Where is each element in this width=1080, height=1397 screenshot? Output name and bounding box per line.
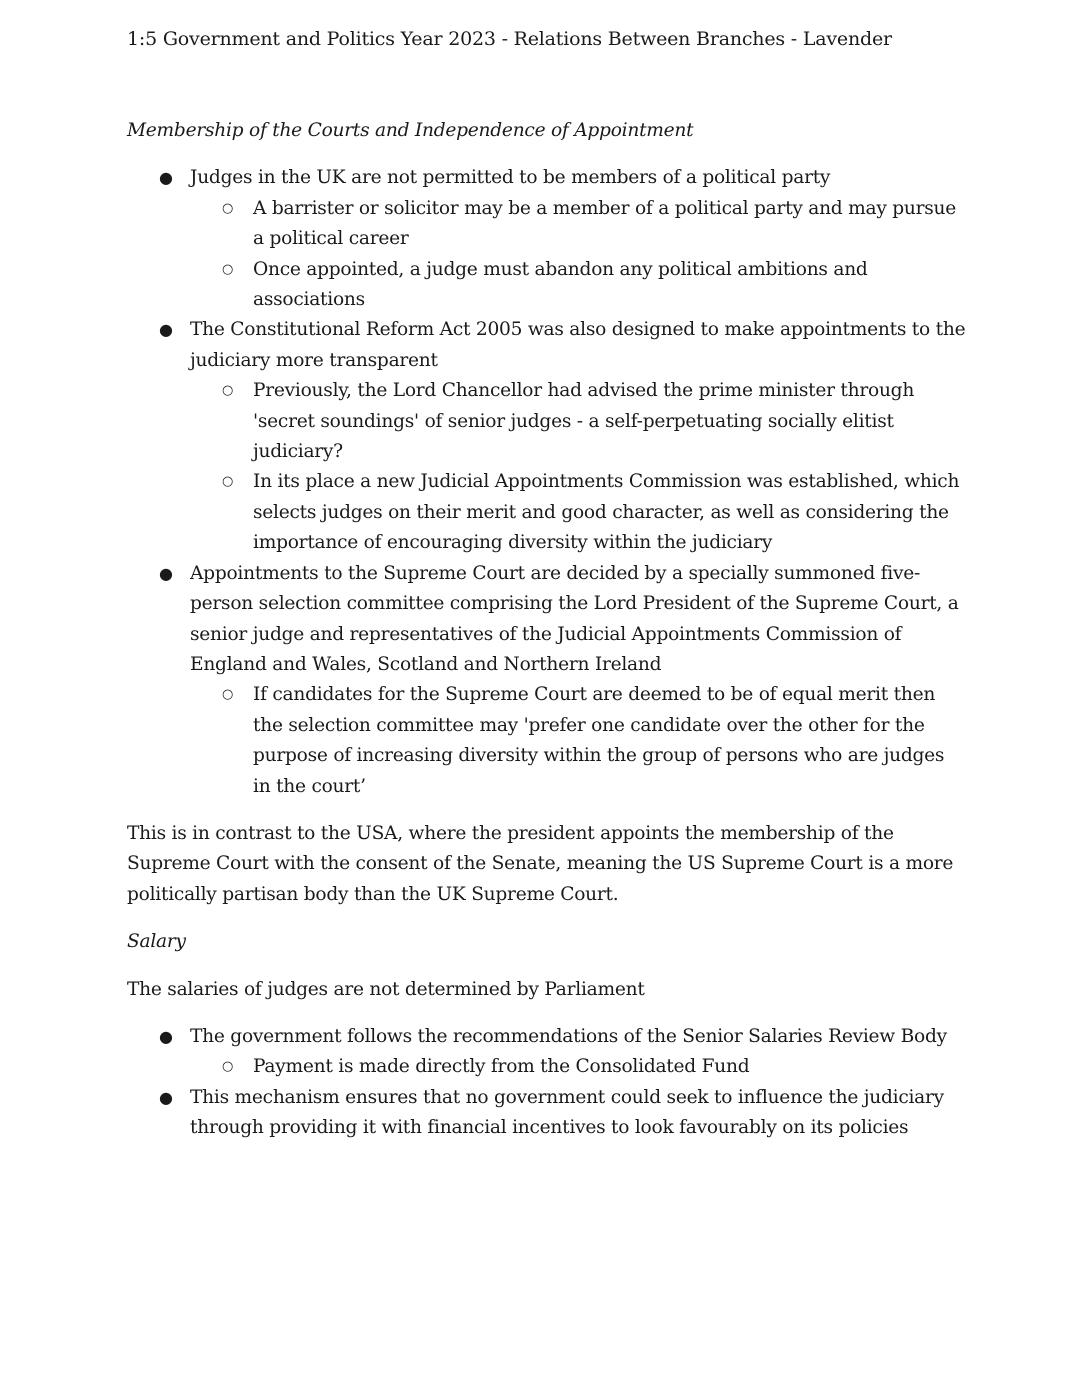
sub-bullet-icon: ○ [222,200,234,216]
sub-bullet-list [190,1052,967,1082]
bullet-icon: ● [159,168,173,188]
membership-bullet-list [127,163,967,802]
sub-list-item [190,376,967,467]
list-item [127,1083,967,1144]
sub-bullet-list [190,680,967,802]
list-item-text: This mechanism ensures that no government could seek to influence the judiciary through providing it with financial incentives to look favourably on its policies [190,1086,944,1139]
list-item [127,1022,967,1083]
sub-list-item [190,1052,967,1082]
sub-list-item-text: A barrister or solicitor may be a member of a political party and may pursue a political career [253,197,957,250]
bullet-icon: ● [159,1087,173,1107]
sub-bullet-icon: ○ [222,1059,234,1075]
list-item [127,163,967,315]
list-item [127,315,967,558]
list-item-text: Judges in the UK are not permitted to be members of a political party [190,167,831,189]
document-body [127,116,967,1161]
list-item-text: The Constitutional Reform Act 2005 was also designed to make appointments to the judiciary more transparent [190,319,966,371]
sub-list-item [190,680,967,802]
sub-list-item-text: Once appointed, a judge must abandon any political ambitions and associations [253,258,868,311]
sub-bullet-icon: ○ [222,474,234,490]
sub-list-item-text: Previously, the Lord Chancellor had advised the prime minister through 'secret soundings' of senior judges - a self-perpetuating socially elitist judiciary? [253,380,915,463]
list-item [127,559,967,802]
bullet-icon: ● [159,563,173,583]
sub-list-item [190,467,967,558]
sub-list-item-text: In its place a new Judicial Appointments Commission was established, which selects judges on their merit and good character, as well as considering the importance of encouraging diversity within the judiciary [253,471,960,554]
bullet-icon: ● [159,1026,173,1046]
section-heading-membership: Membership of the Courts and Independence of Appointment [127,120,694,141]
list-item-text: Appointments to the Supreme Court are decided by a specially summoned five-person selection committee comprising the Lord President of the Supreme Court, a senior judge and representatives of the Judicial Appointments Commission of England and Wales, Scotland and Northern Ireland [190,562,959,675]
section-heading-salary: Salary [127,931,186,953]
sub-bullet-list [190,194,967,316]
sub-bullet-icon: ○ [222,687,234,703]
sub-list-item-text: If candidates for the Supreme Court are deemed to be of equal merit then the selection committee may 'prefer one candidate over the other for the purpose of increasing diversity within the group of persons who are judges in the court’ [253,684,945,797]
sub-bullet-icon: ○ [222,383,234,399]
usa-contrast-paragraph: This is in contrast to the USA, where the president appoints the membership of the Supreme Court with the consent of the Senate, meaning the US Supreme Court is a more politically partisan body than the UK Supreme Court. [127,822,954,905]
salary-bullet-list [127,1022,967,1144]
sub-bullet-list [190,376,967,558]
sub-list-item [190,194,967,255]
sub-bullet-icon: ○ [222,261,234,277]
list-item-text: The government follows the recommendations of the Senior Salaries Review Body [190,1025,947,1047]
sub-list-item [190,255,967,316]
sub-list-item-text: Payment is made directly from the Consolidated Fund [253,1056,750,1078]
document-header: 1:5 Government and Politics Year 2023 - Relations Between Branches - Lavender [127,28,892,50]
bullet-icon: ● [159,320,173,340]
salary-intro-paragraph: The salaries of judges are not determined by Parliament [127,978,645,1000]
